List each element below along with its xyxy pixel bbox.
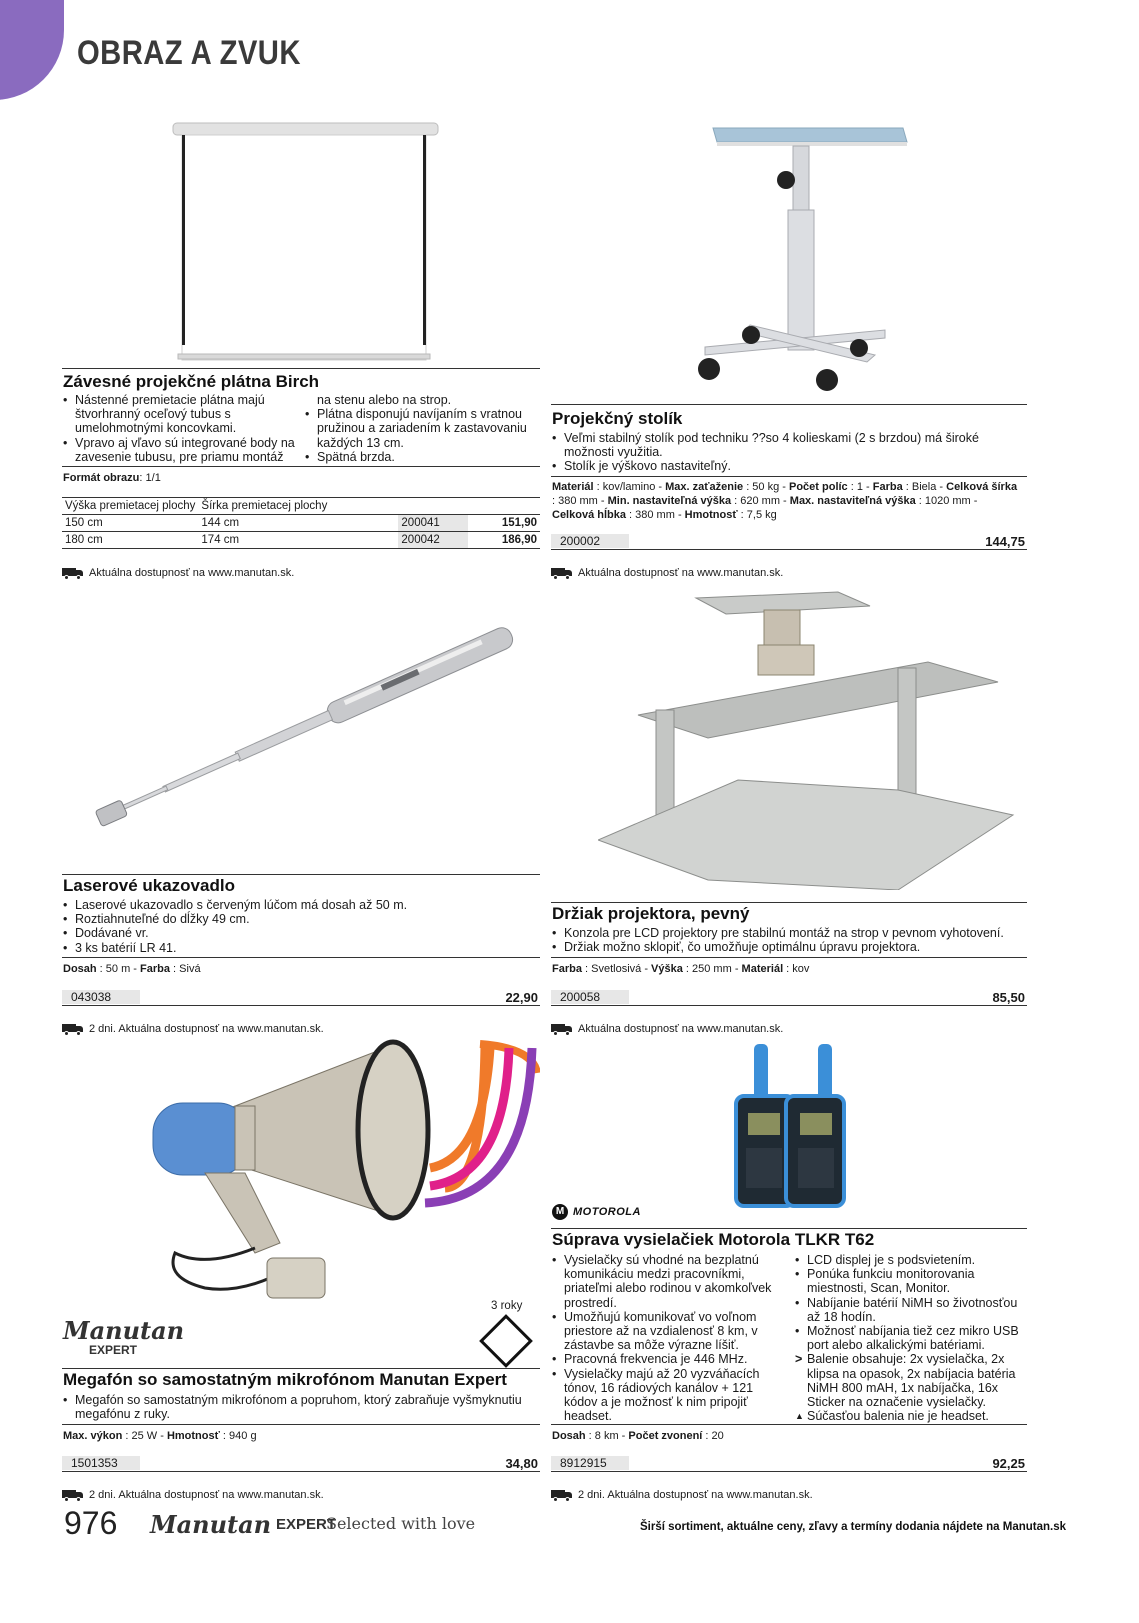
product-divider xyxy=(62,874,540,875)
spec-rule xyxy=(62,466,540,467)
spec-label: Dosah xyxy=(552,1430,586,1442)
product-price: 34,80 xyxy=(505,1456,538,1471)
price-row[interactable] xyxy=(551,989,1027,1006)
bullet-list xyxy=(63,1393,533,1421)
spec-rule xyxy=(551,957,1027,958)
bullet-item: • Možnosť nabíjania tiež cez mikro USB port alebo alkalickými batériami. xyxy=(795,1324,1027,1352)
section-corner-tab xyxy=(0,0,64,100)
spec-label: Farba xyxy=(140,963,170,975)
price-row[interactable] xyxy=(62,989,540,1006)
spec-value: : Svetlosivá - xyxy=(581,963,652,975)
bullet-item: • LCD displej je s podsvietením. xyxy=(795,1253,1027,1267)
availability-text: 2 dni. Aktuálna dostupnosť na www.manutan.sk. xyxy=(89,1489,324,1501)
price-row[interactable] xyxy=(551,533,1027,550)
section-title: OBRAZ A ZVUK xyxy=(77,34,301,72)
cell-height: 180 cm xyxy=(62,532,198,549)
spec-value: : 8 km - xyxy=(585,1430,629,1442)
bullet-item: • Spätná brzda. xyxy=(305,450,540,464)
logo-sub: EXPERT xyxy=(89,1343,138,1357)
product-divider xyxy=(551,902,1027,903)
motorola-logo xyxy=(552,1204,641,1220)
product-divider xyxy=(551,404,1027,405)
spec-label: Max. zaťaženie xyxy=(665,481,744,493)
price-row[interactable] xyxy=(551,1455,1027,1472)
availability-text: Aktuálna dostupnosť na www.manutan.sk. xyxy=(578,1023,784,1035)
variant-table xyxy=(62,497,540,549)
product-code: 1501353 xyxy=(62,1456,140,1470)
bullet-list xyxy=(305,393,540,464)
product-title: Držiak projektora, pevný xyxy=(552,904,750,923)
page-number: 976 xyxy=(64,1505,118,1541)
spec-rule xyxy=(551,1424,1027,1425)
cell-price: 151,90 xyxy=(468,515,540,532)
walkie-talkies-image xyxy=(722,1038,857,1210)
cell-height: 150 cm xyxy=(62,515,198,532)
spec-line xyxy=(552,962,809,976)
bullet-list xyxy=(795,1253,1027,1423)
spec-line xyxy=(552,480,1022,522)
spec-value: : 50 m - xyxy=(96,963,141,975)
logo-brand: Manutan xyxy=(63,1316,185,1345)
warranty-label: 3 roky xyxy=(491,1300,523,1312)
bullet-item: • Plátna disponujú navíjaním s vratnou pružinou a zariadením k zastavovaniu každých 13 cm. xyxy=(305,407,540,450)
truck-icon xyxy=(551,1024,573,1035)
footer-website-note[interactable]: Širší sortiment, aktuálne ceny, zľavy a termíny dodania nájdete na Manutan.sk xyxy=(640,1521,1067,1533)
projection-screen-image xyxy=(170,118,445,368)
spec-label: Max. nastaviteľná výška xyxy=(789,495,916,507)
megaphone-image xyxy=(145,1038,540,1313)
bullet-item: • Konzola pre LCD projektory pre stabilnú montáž na strop v pevnom vyhotovení. xyxy=(552,926,1022,940)
spec-line xyxy=(552,1429,724,1443)
table-header-row xyxy=(62,498,540,515)
spec-rule xyxy=(62,957,540,958)
cell-width: 144 cm xyxy=(198,515,398,532)
spec-value: : 250 mm - xyxy=(682,963,742,975)
column-header: Šírka premietacej plochy xyxy=(198,498,398,515)
spec-value: : Biela - xyxy=(902,481,947,493)
footer-expert: EXPERT xyxy=(276,1516,337,1533)
product-title: Projekčný stolík xyxy=(552,409,683,428)
availability-text: 2 dni. Aktuálna dostupnosť na www.manutan.sk. xyxy=(578,1489,813,1501)
product-price: 144,75 xyxy=(985,534,1025,549)
cell-code: 200042 xyxy=(398,532,468,549)
spec-value: : 620 mm - xyxy=(731,495,790,507)
spec-rule xyxy=(551,476,1027,477)
bullet-item: • Stolík je výškovo nastaviteľný. xyxy=(552,459,1002,473)
spec-label: Hmotnosť xyxy=(684,509,738,521)
bullet-item-warning: ▲ Súčasťou balenia nie je headset. xyxy=(795,1409,1027,1423)
bullet-item-package: > Balenie obsahuje: 2x vysielačka, 2x klipsa na opasok, 2x nabíjacia batéria NiMH 800 mAH, 1x nabíjačka, 16x Sticker na označenie vysielačky. xyxy=(795,1352,1027,1409)
bullet-list xyxy=(63,898,533,955)
product-title: Megafón so samostatným mikrofónom Manutan Expert xyxy=(63,1370,507,1389)
availability-note xyxy=(551,1489,813,1501)
spec-label: Počet zvonení xyxy=(628,1430,703,1442)
availability-text: Aktuálna dostupnosť na www.manutan.sk. xyxy=(89,567,295,579)
availability-note xyxy=(551,567,783,579)
bullet-item: • Vpravo aj vľavo sú integrované body na zavesenie tubusu, pre priamu montáž xyxy=(63,436,298,464)
spec-label: Výška xyxy=(651,963,683,975)
spec-label: Hmotnosť xyxy=(166,1430,220,1442)
bullet-item: • Nástenné premietacie plátna majú štvorhranný oceľový tubus s umelohmotnými koncovkami. xyxy=(63,393,298,436)
cell-width: 174 cm xyxy=(198,532,398,549)
footer-brand: Manutan xyxy=(150,1510,272,1539)
spec-value: : 1/1 xyxy=(139,472,161,484)
product-price: 85,50 xyxy=(992,990,1025,1005)
bullet-list xyxy=(552,1253,784,1423)
truck-icon xyxy=(62,568,84,579)
bullet-item: • Dodávané vr. xyxy=(63,926,533,940)
availability-text: Aktuálna dostupnosť na www.manutan.sk. xyxy=(578,567,784,579)
spec-label: Materiál xyxy=(741,963,784,975)
product-divider xyxy=(62,368,540,369)
cell-price: 186,90 xyxy=(468,532,540,549)
bullet-list xyxy=(552,926,1022,954)
bullet-item: • Vysielačky majú až 20 vyzváňacích tónov, 16 rádiových kanálov + 121 kódov a je možnosť k nim pripojiť headset. xyxy=(552,1367,784,1424)
product-code: 200058 xyxy=(551,990,629,1004)
projector-table-image xyxy=(695,120,920,405)
spec-value: : 380 mm - xyxy=(552,495,608,507)
product-title: Laserové ukazovadlo xyxy=(63,876,235,895)
spec-value: : 1 - xyxy=(847,481,873,493)
product-code: 200002 xyxy=(551,534,629,548)
spec-label: Farba xyxy=(872,481,903,493)
product-code: 8912915 xyxy=(551,1456,629,1470)
availability-note xyxy=(62,1023,324,1035)
product-title: Závesné projekčné plátna Birch xyxy=(63,372,320,391)
spec-label: Dosah xyxy=(63,963,97,975)
spec-value: : 25 W - xyxy=(122,1430,167,1442)
truck-icon xyxy=(551,568,573,579)
spec-label: Počet políc xyxy=(789,481,848,493)
spec-label: Farba xyxy=(552,963,582,975)
bullet-item: • Megafón so samostatným mikrofónom a popruhom, ktorý zabraňuje vyšmyknutiu megafónu z ruky. xyxy=(63,1393,533,1421)
bullet-list xyxy=(552,431,1002,474)
availability-note xyxy=(62,1489,324,1501)
product-price: 92,25 xyxy=(992,1456,1025,1471)
bullet-item: • Nabíjanie batérií NiMH so životnosťou až 18 hodín. xyxy=(795,1296,1027,1324)
spec-label: Min. nastaviteľná výška xyxy=(607,495,732,507)
bullet-item: • 3 ks batérií LR 41. xyxy=(63,941,533,955)
spec-label: Celková hĺbka xyxy=(552,509,626,521)
footer-slogan: Selected with love xyxy=(326,1514,476,1533)
logo-text: MOTOROLA xyxy=(573,1206,641,1218)
truck-icon xyxy=(62,1490,84,1501)
spec-value: : 7,5 kg xyxy=(737,509,777,521)
product-divider xyxy=(551,1228,1027,1229)
spec-label: Formát obrazu xyxy=(63,472,140,484)
bullet-item: • Vysielačky sú vhodné na bezplatnú komunikáciu medzi pracovníkmi, priateľmi alebo rodinou v akomkoľvek prostredí. xyxy=(552,1253,784,1310)
column-header-empty xyxy=(468,498,540,515)
bullet-item: • Umožňujú komunikovať vo voľnom priestore až na vzdialenosť 8 km, v zástavbe sa môže výrazne líšiť. xyxy=(552,1310,784,1353)
spec-value: : 940 g xyxy=(219,1430,257,1442)
truck-icon xyxy=(62,1024,84,1035)
bullet-item: • Ponúka funkciu monitorovania miestnosti, Scan, Monitor. xyxy=(795,1267,1027,1295)
product-title: Súprava vysielačiek Motorola TLKR T62 xyxy=(552,1230,875,1249)
bullet-item: • Držiak možno sklopiť, čo umožňuje optimálnu úpravu projektora. xyxy=(552,940,1022,954)
availability-note xyxy=(62,567,294,579)
spec-value: : 50 kg - xyxy=(743,481,789,493)
spec-rule xyxy=(62,1424,540,1425)
cell-code: 200041 xyxy=(398,515,468,532)
spec-value: : 1020 mm - xyxy=(915,495,978,507)
motorola-m-icon: M xyxy=(552,1204,568,1220)
bullet-item: • Pracovná frekvencia je 446 MHz. xyxy=(552,1352,784,1366)
bullet-item: • Veľmi stabilný stolík pod techniku ??so 4 kolieskami (2 s brzdou) má široké možnosti využitia. xyxy=(552,431,1002,459)
projector-mount-image xyxy=(598,590,1018,890)
spec-line xyxy=(63,471,161,485)
spec-label: Max. výkon xyxy=(63,1430,123,1442)
spec-line xyxy=(63,962,201,976)
availability-text: 2 dni. Aktuálna dostupnosť na www.manutan.sk. xyxy=(89,1023,324,1035)
table-row[interactable] xyxy=(62,532,540,549)
column-header-empty xyxy=(398,498,468,515)
spec-value: : kov xyxy=(783,963,810,975)
column-header: Výška premietacej plochy xyxy=(62,498,198,515)
product-code: 043038 xyxy=(62,990,140,1004)
availability-note xyxy=(551,1023,783,1035)
bullet-continuation: na stenu alebo na strop. xyxy=(317,393,452,407)
spec-value: : 380 mm - xyxy=(625,509,685,521)
product-divider xyxy=(62,1368,540,1369)
laser-pointer-image xyxy=(62,625,542,835)
manutan-expert-logo xyxy=(63,1316,184,1357)
bullet-item: • Laserové ukazovadlo s červeným lúčom má dosah až 50 m. xyxy=(63,898,533,912)
bullet-list xyxy=(63,393,298,464)
truck-icon xyxy=(551,1490,573,1501)
warranty-handshake-icon xyxy=(479,1314,533,1368)
spec-value: : Sivá xyxy=(170,963,201,975)
bullet-item: • Roztiahnuteľné do dĺžky 49 cm. xyxy=(63,912,533,926)
spec-value: : 20 xyxy=(702,1430,724,1442)
spec-label: Materiál xyxy=(552,481,594,493)
price-row[interactable] xyxy=(62,1455,540,1472)
spec-value: : kov/lamino - xyxy=(593,481,666,493)
spec-line xyxy=(63,1429,257,1443)
product-price: 22,90 xyxy=(505,990,538,1005)
table-row[interactable] xyxy=(62,515,540,532)
spec-label: Celková šírka xyxy=(946,481,1018,493)
